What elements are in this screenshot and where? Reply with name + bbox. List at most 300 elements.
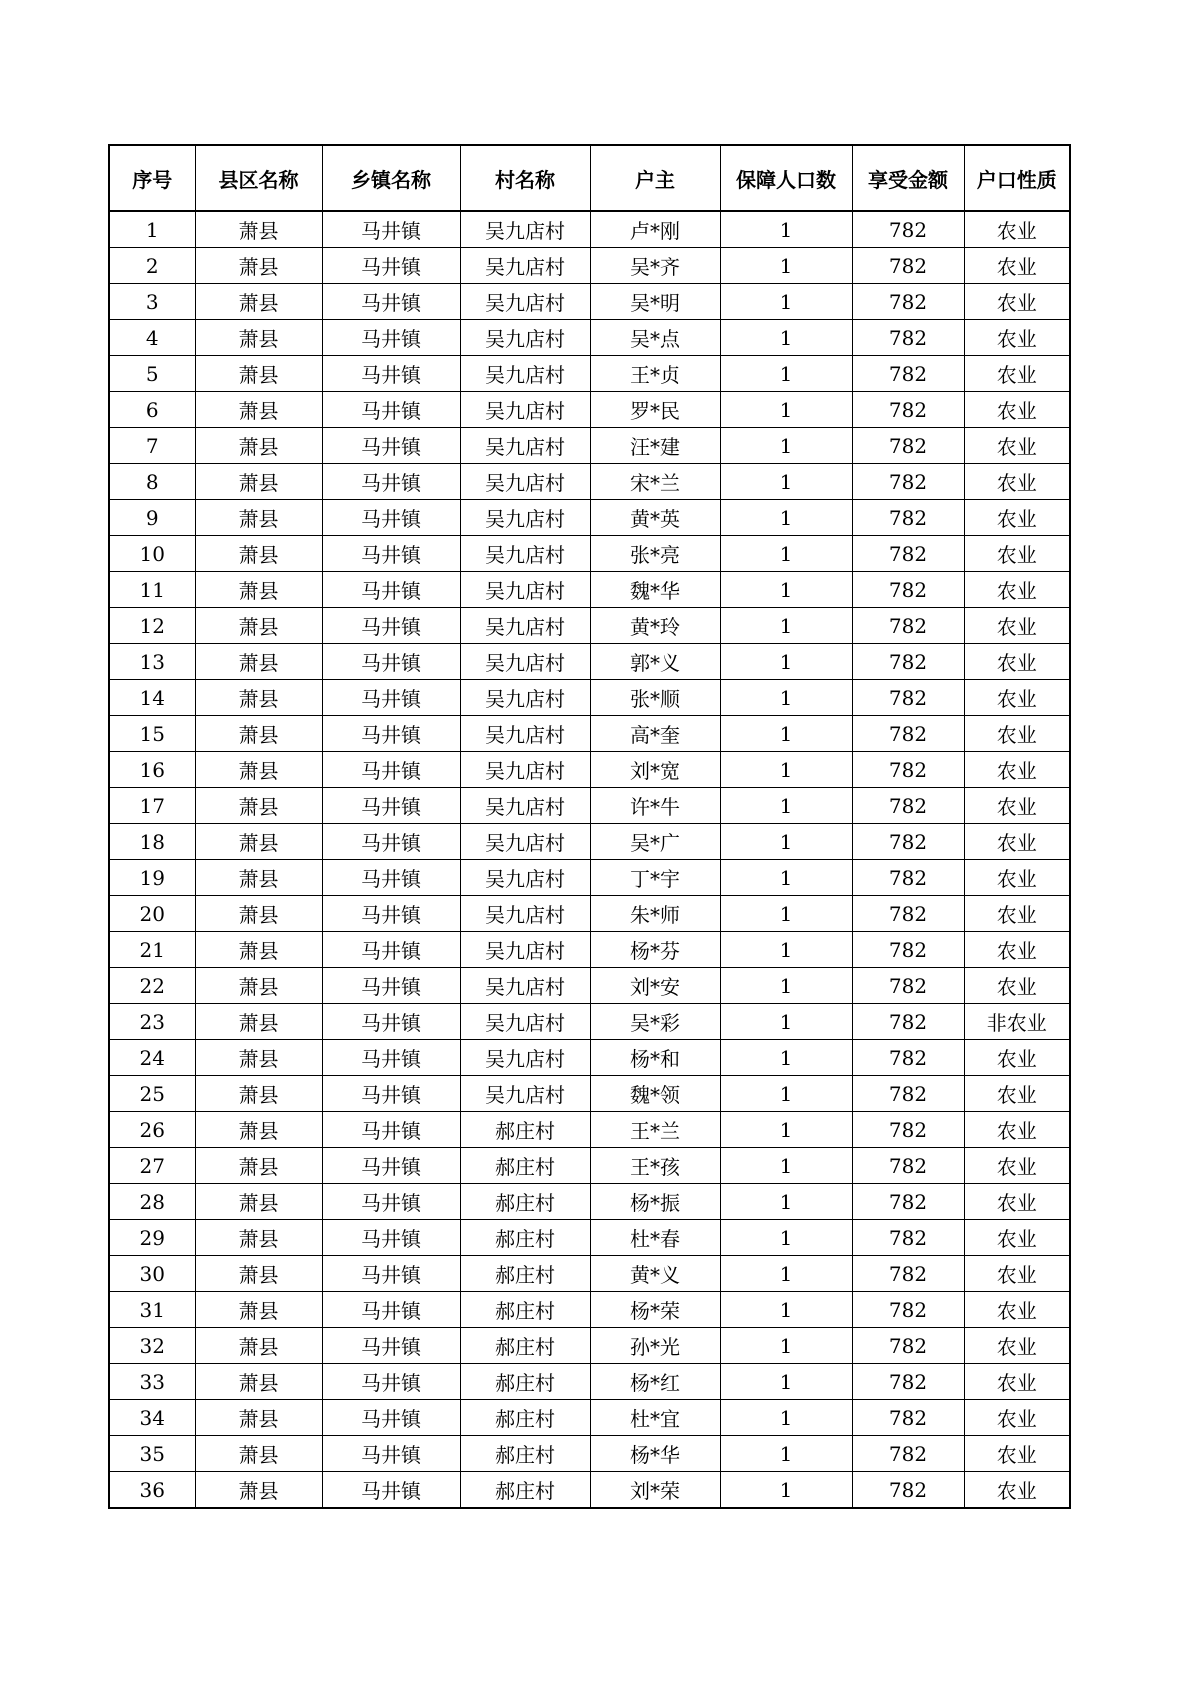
village-cell: 吴九店村 [460, 536, 590, 572]
benefit-amount-cell: 782 [852, 320, 964, 356]
covered-population-cell: 1 [720, 1436, 852, 1472]
benefit-amount-cell: 782 [852, 428, 964, 464]
serial-number-cell: 27 [109, 1148, 195, 1184]
township-cell: 马井镇 [322, 968, 460, 1004]
household-type-cell: 农业 [964, 860, 1070, 896]
benefit-amount-cell: 782 [852, 1220, 964, 1256]
covered-population-cell: 1 [720, 608, 852, 644]
table-row [109, 860, 1070, 896]
table-row [109, 284, 1070, 320]
household-head-cell: 黄*英 [590, 500, 720, 536]
household-type-cell: 农业 [964, 248, 1070, 284]
county-cell: 萧县 [195, 536, 322, 572]
benefit-amount-cell: 782 [852, 1364, 964, 1400]
serial-number-cell: 2 [109, 248, 195, 284]
household-type-cell: 农业 [964, 320, 1070, 356]
household-type-cell: 农业 [964, 896, 1070, 932]
county-cell: 萧县 [195, 824, 322, 860]
village-cell: 吴九店村 [460, 428, 590, 464]
household-type-cell: 农业 [964, 1148, 1070, 1184]
benefit-amount-cell: 782 [852, 248, 964, 284]
household-type-cell: 农业 [964, 536, 1070, 572]
serial-number-cell: 36 [109, 1472, 195, 1509]
covered-population-cell: 1 [720, 428, 852, 464]
township-cell: 马井镇 [322, 680, 460, 716]
covered-population-cell: 1 [720, 248, 852, 284]
village-cell: 郝庄村 [460, 1364, 590, 1400]
table-row [109, 896, 1070, 932]
township-cell: 马井镇 [322, 1400, 460, 1436]
household-type-cell: 农业 [964, 1220, 1070, 1256]
village-cell: 吴九店村 [460, 716, 590, 752]
county-cell: 萧县 [195, 1364, 322, 1400]
benefit-amount-cell: 782 [852, 1076, 964, 1112]
county-cell: 萧县 [195, 1040, 322, 1076]
township-cell: 马井镇 [322, 536, 460, 572]
household-head-cell: 丁*宇 [590, 860, 720, 896]
header-serial-number: 序号 [109, 145, 195, 211]
benefit-amount-cell: 782 [852, 1040, 964, 1076]
household-type-cell: 农业 [964, 428, 1070, 464]
benefit-amount-cell: 782 [852, 464, 964, 500]
county-cell: 萧县 [195, 248, 322, 284]
village-cell: 吴九店村 [460, 356, 590, 392]
county-cell: 萧县 [195, 211, 322, 248]
covered-population-cell: 1 [720, 1112, 852, 1148]
household-type-cell: 农业 [964, 932, 1070, 968]
benefit-amount-cell: 782 [852, 644, 964, 680]
household-type-cell: 农业 [964, 824, 1070, 860]
serial-number-cell: 3 [109, 284, 195, 320]
township-cell: 马井镇 [322, 896, 460, 932]
serial-number-cell: 17 [109, 788, 195, 824]
table-row [109, 392, 1070, 428]
village-cell: 吴九店村 [460, 680, 590, 716]
table-row [109, 320, 1070, 356]
household-head-cell: 吴*齐 [590, 248, 720, 284]
benefit-amount-cell: 782 [852, 211, 964, 248]
township-cell: 马井镇 [322, 932, 460, 968]
county-cell: 萧县 [195, 680, 322, 716]
household-type-cell: 农业 [964, 716, 1070, 752]
household-type-cell: 农业 [964, 1112, 1070, 1148]
county-cell: 萧县 [195, 500, 322, 536]
household-type-cell: 农业 [964, 284, 1070, 320]
county-cell: 萧县 [195, 1436, 322, 1472]
table-row [109, 680, 1070, 716]
covered-population-cell: 1 [720, 572, 852, 608]
serial-number-cell: 13 [109, 644, 195, 680]
table-row [109, 572, 1070, 608]
table-row [109, 1436, 1070, 1472]
serial-number-cell: 5 [109, 356, 195, 392]
benefit-amount-cell: 782 [852, 1292, 964, 1328]
household-type-cell: 农业 [964, 1184, 1070, 1220]
table-row [109, 716, 1070, 752]
village-cell: 吴九店村 [460, 644, 590, 680]
county-cell: 萧县 [195, 644, 322, 680]
covered-population-cell: 1 [720, 320, 852, 356]
township-cell: 马井镇 [322, 1076, 460, 1112]
table-row [109, 752, 1070, 788]
covered-population-cell: 1 [720, 1076, 852, 1112]
township-cell: 马井镇 [322, 1220, 460, 1256]
household-type-cell: 农业 [964, 1328, 1070, 1364]
serial-number-cell: 34 [109, 1400, 195, 1436]
table-row [109, 500, 1070, 536]
household-head-cell: 卢*刚 [590, 211, 720, 248]
benefit-amount-cell: 782 [852, 284, 964, 320]
covered-population-cell: 1 [720, 932, 852, 968]
benefit-amount-cell: 782 [852, 356, 964, 392]
household-type-cell: 农业 [964, 392, 1070, 428]
county-cell: 萧县 [195, 608, 322, 644]
county-cell: 萧县 [195, 896, 322, 932]
household-head-cell: 吴*明 [590, 284, 720, 320]
benefit-amount-cell: 782 [852, 1328, 964, 1364]
serial-number-cell: 29 [109, 1220, 195, 1256]
benefit-amount-cell: 782 [852, 788, 964, 824]
county-cell: 萧县 [195, 932, 322, 968]
county-cell: 萧县 [195, 860, 322, 896]
table-row [109, 211, 1070, 248]
benefit-amount-cell: 782 [852, 1256, 964, 1292]
county-cell: 萧县 [195, 1472, 322, 1509]
table-row [109, 1400, 1070, 1436]
serial-number-cell: 24 [109, 1040, 195, 1076]
village-cell: 吴九店村 [460, 932, 590, 968]
county-cell: 萧县 [195, 752, 322, 788]
table-row [109, 824, 1070, 860]
table-body [109, 211, 1070, 1508]
household-type-cell: 农业 [964, 680, 1070, 716]
serial-number-cell: 32 [109, 1328, 195, 1364]
serial-number-cell: 10 [109, 536, 195, 572]
benefit-amount-cell: 782 [852, 716, 964, 752]
covered-population-cell: 1 [720, 1040, 852, 1076]
household-head-cell: 刘*荣 [590, 1472, 720, 1509]
household-type-cell: 非农业 [964, 1004, 1070, 1040]
village-cell: 吴九店村 [460, 824, 590, 860]
township-cell: 马井镇 [322, 572, 460, 608]
household-head-cell: 魏*华 [590, 572, 720, 608]
serial-number-cell: 1 [109, 211, 195, 248]
township-cell: 马井镇 [322, 716, 460, 752]
serial-number-cell: 15 [109, 716, 195, 752]
county-cell: 萧县 [195, 1112, 322, 1148]
table-header-row [109, 145, 1070, 211]
table-row [109, 1112, 1070, 1148]
township-cell: 马井镇 [322, 1256, 460, 1292]
table-row [109, 1328, 1070, 1364]
header-household-head: 户主 [590, 145, 720, 211]
county-cell: 萧县 [195, 716, 322, 752]
table-row [109, 464, 1070, 500]
serial-number-cell: 23 [109, 1004, 195, 1040]
table-row [109, 1472, 1070, 1509]
township-cell: 马井镇 [322, 1148, 460, 1184]
village-cell: 吴九店村 [460, 896, 590, 932]
household-head-cell: 吴*广 [590, 824, 720, 860]
table-row [109, 1220, 1070, 1256]
household-head-cell: 杜*宜 [590, 1400, 720, 1436]
serial-number-cell: 30 [109, 1256, 195, 1292]
household-type-cell: 农业 [964, 1256, 1070, 1292]
serial-number-cell: 26 [109, 1112, 195, 1148]
serial-number-cell: 12 [109, 608, 195, 644]
covered-population-cell: 1 [720, 1292, 852, 1328]
header-village-name: 村名称 [460, 145, 590, 211]
household-type-cell: 农业 [964, 608, 1070, 644]
covered-population-cell: 1 [720, 824, 852, 860]
serial-number-cell: 35 [109, 1436, 195, 1472]
township-cell: 马井镇 [322, 608, 460, 644]
table-row [109, 1040, 1070, 1076]
township-cell: 马井镇 [322, 320, 460, 356]
serial-number-cell: 16 [109, 752, 195, 788]
household-head-cell: 许*牛 [590, 788, 720, 824]
serial-number-cell: 4 [109, 320, 195, 356]
village-cell: 郝庄村 [460, 1292, 590, 1328]
household-head-cell: 高*奎 [590, 716, 720, 752]
household-head-cell: 宋*兰 [590, 464, 720, 500]
table-row [109, 608, 1070, 644]
benefit-amount-cell: 782 [852, 1400, 964, 1436]
household-head-cell: 汪*建 [590, 428, 720, 464]
village-cell: 郝庄村 [460, 1184, 590, 1220]
household-head-cell: 孙*光 [590, 1328, 720, 1364]
header-county-name: 县区名称 [195, 145, 322, 211]
serial-number-cell: 14 [109, 680, 195, 716]
county-cell: 萧县 [195, 1076, 322, 1112]
covered-population-cell: 1 [720, 284, 852, 320]
household-type-cell: 农业 [964, 1472, 1070, 1509]
covered-population-cell: 1 [720, 1220, 852, 1256]
village-cell: 吴九店村 [460, 392, 590, 428]
household-head-cell: 杨*红 [590, 1364, 720, 1400]
table-row [109, 1184, 1070, 1220]
township-cell: 马井镇 [322, 1040, 460, 1076]
county-cell: 萧县 [195, 968, 322, 1004]
benefit-amount-cell: 782 [852, 1148, 964, 1184]
benefit-amount-cell: 782 [852, 896, 964, 932]
township-cell: 马井镇 [322, 248, 460, 284]
table-row [109, 248, 1070, 284]
village-cell: 郝庄村 [460, 1148, 590, 1184]
village-cell: 吴九店村 [460, 608, 590, 644]
household-type-cell: 农业 [964, 356, 1070, 392]
village-cell: 吴九店村 [460, 752, 590, 788]
benefit-amount-cell: 782 [852, 1472, 964, 1509]
household-head-cell: 杜*春 [590, 1220, 720, 1256]
covered-population-cell: 1 [720, 536, 852, 572]
covered-population-cell: 1 [720, 644, 852, 680]
household-type-cell: 农业 [964, 1436, 1070, 1472]
county-cell: 萧县 [195, 1004, 322, 1040]
serial-number-cell: 9 [109, 500, 195, 536]
covered-population-cell: 1 [720, 1364, 852, 1400]
benefit-amount-cell: 782 [852, 500, 964, 536]
covered-population-cell: 1 [720, 1148, 852, 1184]
benefit-amount-cell: 782 [852, 932, 964, 968]
township-cell: 马井镇 [322, 500, 460, 536]
village-cell: 吴九店村 [460, 1076, 590, 1112]
village-cell: 吴九店村 [460, 860, 590, 896]
township-cell: 马井镇 [322, 211, 460, 248]
township-cell: 马井镇 [322, 464, 460, 500]
header-household-type: 户口性质 [964, 145, 1070, 211]
household-head-cell: 王*贞 [590, 356, 720, 392]
covered-population-cell: 1 [720, 500, 852, 536]
table-row [109, 1292, 1070, 1328]
header-benefit-amount: 享受金额 [852, 145, 964, 211]
village-cell: 吴九店村 [460, 464, 590, 500]
township-cell: 马井镇 [322, 644, 460, 680]
table-row [109, 1076, 1070, 1112]
covered-population-cell: 1 [720, 1472, 852, 1509]
benefit-amount-cell: 782 [852, 1112, 964, 1148]
township-cell: 马井镇 [322, 860, 460, 896]
header-township-name: 乡镇名称 [322, 145, 460, 211]
township-cell: 马井镇 [322, 356, 460, 392]
covered-population-cell: 1 [720, 968, 852, 1004]
covered-population-cell: 1 [720, 1256, 852, 1292]
county-cell: 萧县 [195, 356, 322, 392]
county-cell: 萧县 [195, 284, 322, 320]
county-cell: 萧县 [195, 788, 322, 824]
table-row [109, 1364, 1070, 1400]
household-head-cell: 黄*义 [590, 1256, 720, 1292]
table-row [109, 644, 1070, 680]
table-row [109, 932, 1070, 968]
county-cell: 萧县 [195, 1328, 322, 1364]
table-row [109, 536, 1070, 572]
table-row [109, 968, 1070, 1004]
table-row [109, 356, 1070, 392]
township-cell: 马井镇 [322, 1472, 460, 1509]
household-head-cell: 王*兰 [590, 1112, 720, 1148]
township-cell: 马井镇 [322, 284, 460, 320]
benefit-amount-cell: 782 [852, 608, 964, 644]
covered-population-cell: 1 [720, 716, 852, 752]
table-row [109, 1004, 1070, 1040]
table-row [109, 428, 1070, 464]
village-cell: 吴九店村 [460, 248, 590, 284]
county-cell: 萧县 [195, 464, 322, 500]
household-type-cell: 农业 [964, 1364, 1070, 1400]
household-type-cell: 农业 [964, 1040, 1070, 1076]
household-head-cell: 杨*芬 [590, 932, 720, 968]
household-head-cell: 张*亮 [590, 536, 720, 572]
household-type-cell: 农业 [964, 644, 1070, 680]
village-cell: 郝庄村 [460, 1400, 590, 1436]
serial-number-cell: 28 [109, 1184, 195, 1220]
county-cell: 萧县 [195, 1292, 322, 1328]
roster-sheet [108, 144, 1071, 1509]
village-cell: 吴九店村 [460, 211, 590, 248]
county-cell: 萧县 [195, 1148, 322, 1184]
benefit-amount-cell: 782 [852, 1436, 964, 1472]
household-type-cell: 农业 [964, 211, 1070, 248]
household-type-cell: 农业 [964, 1400, 1070, 1436]
county-cell: 萧县 [195, 572, 322, 608]
household-type-cell: 农业 [964, 752, 1070, 788]
serial-number-cell: 31 [109, 1292, 195, 1328]
township-cell: 马井镇 [322, 824, 460, 860]
household-head-cell: 刘*宽 [590, 752, 720, 788]
county-cell: 萧县 [195, 428, 322, 464]
benefit-amount-cell: 782 [852, 680, 964, 716]
household-head-cell: 吴*点 [590, 320, 720, 356]
household-head-cell: 黄*玲 [590, 608, 720, 644]
village-cell: 郝庄村 [460, 1256, 590, 1292]
covered-population-cell: 1 [720, 788, 852, 824]
benefit-amount-cell: 782 [852, 392, 964, 428]
household-type-cell: 农业 [964, 1292, 1070, 1328]
benefit-amount-cell: 782 [852, 536, 964, 572]
serial-number-cell: 8 [109, 464, 195, 500]
serial-number-cell: 33 [109, 1364, 195, 1400]
benefit-amount-cell: 782 [852, 860, 964, 896]
household-type-cell: 农业 [964, 1076, 1070, 1112]
header-covered-population: 保障人口数 [720, 145, 852, 211]
benefit-amount-cell: 782 [852, 752, 964, 788]
village-cell: 郝庄村 [460, 1328, 590, 1364]
household-head-cell: 杨*振 [590, 1184, 720, 1220]
table-row [109, 1148, 1070, 1184]
household-head-cell: 杨*和 [590, 1040, 720, 1076]
village-cell: 郝庄村 [460, 1112, 590, 1148]
serial-number-cell: 21 [109, 932, 195, 968]
township-cell: 马井镇 [322, 1292, 460, 1328]
township-cell: 马井镇 [322, 1004, 460, 1040]
covered-population-cell: 1 [720, 680, 852, 716]
county-cell: 萧县 [195, 1220, 322, 1256]
village-cell: 吴九店村 [460, 1040, 590, 1076]
household-type-cell: 农业 [964, 788, 1070, 824]
township-cell: 马井镇 [322, 1184, 460, 1220]
township-cell: 马井镇 [322, 392, 460, 428]
county-cell: 萧县 [195, 1400, 322, 1436]
household-type-cell: 农业 [964, 464, 1070, 500]
village-cell: 郝庄村 [460, 1472, 590, 1509]
covered-population-cell: 1 [720, 392, 852, 428]
household-head-cell: 王*孩 [590, 1148, 720, 1184]
household-type-cell: 农业 [964, 500, 1070, 536]
household-type-cell: 农业 [964, 968, 1070, 1004]
township-cell: 马井镇 [322, 1112, 460, 1148]
village-cell: 吴九店村 [460, 968, 590, 1004]
household-head-cell: 朱*师 [590, 896, 720, 932]
serial-number-cell: 7 [109, 428, 195, 464]
village-cell: 吴九店村 [460, 500, 590, 536]
household-head-cell: 魏*领 [590, 1076, 720, 1112]
covered-population-cell: 1 [720, 860, 852, 896]
township-cell: 马井镇 [322, 1364, 460, 1400]
benefit-amount-cell: 782 [852, 1004, 964, 1040]
benefit-amount-cell: 782 [852, 824, 964, 860]
village-cell: 吴九店村 [460, 788, 590, 824]
household-head-cell: 吴*彩 [590, 1004, 720, 1040]
assistance-roster-table [108, 144, 1071, 1509]
covered-population-cell: 1 [720, 896, 852, 932]
township-cell: 马井镇 [322, 1436, 460, 1472]
household-type-cell: 农业 [964, 572, 1070, 608]
benefit-amount-cell: 782 [852, 968, 964, 1004]
village-cell: 吴九店村 [460, 320, 590, 356]
serial-number-cell: 11 [109, 572, 195, 608]
village-cell: 吴九店村 [460, 572, 590, 608]
